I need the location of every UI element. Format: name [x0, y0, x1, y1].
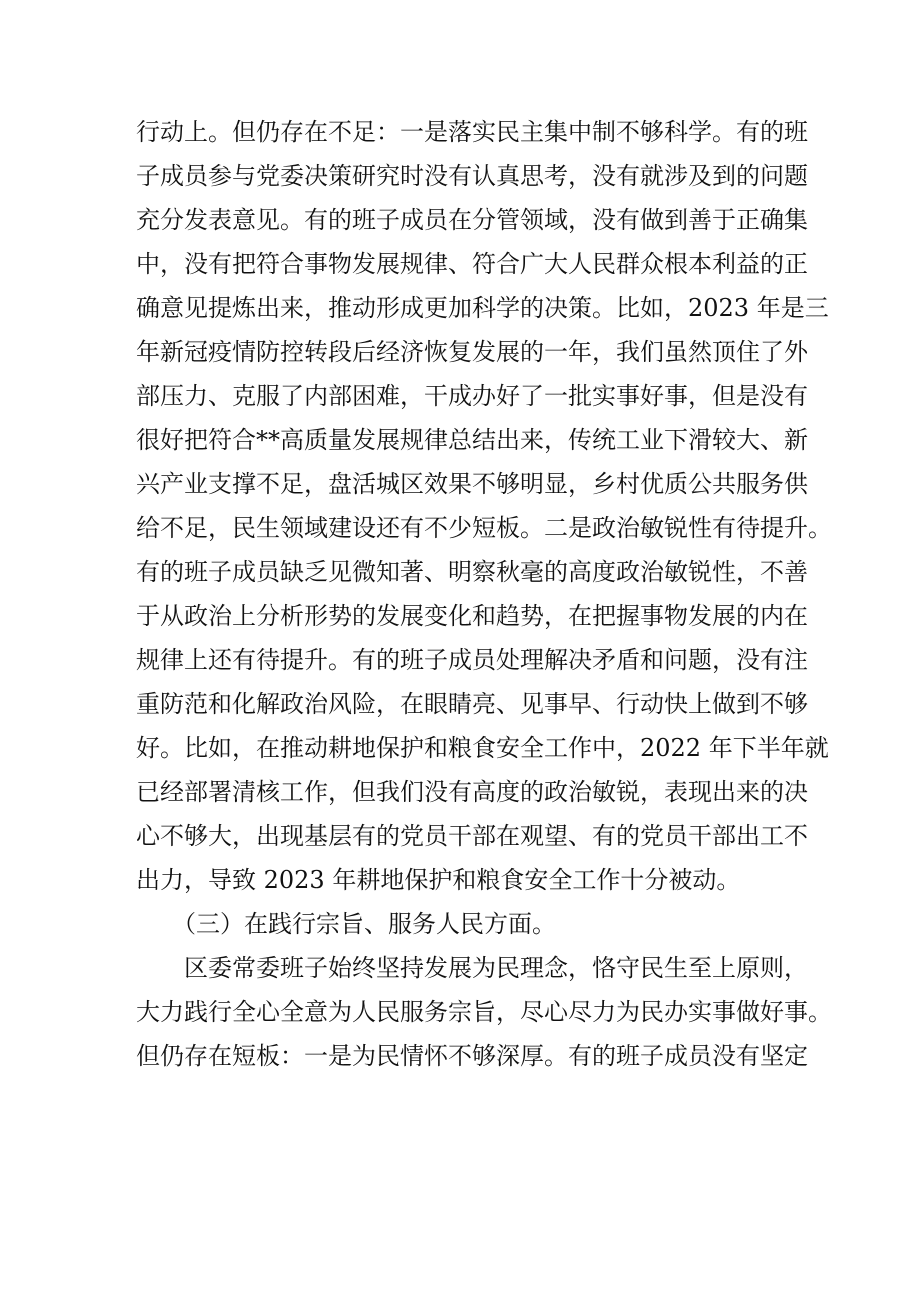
paragraph-line: 区委常委班子始终坚持发展为民理念，恪守民生至上原则，: [184, 954, 808, 982]
paragraph-line: 确意见提炼出来，推动形成更加科学的决策。比如，2023 年是三: [136, 294, 829, 322]
paragraph-line: 心不够大，出现基层有的党员干部在观望、有的党员干部出工不: [136, 822, 808, 850]
paragraph-line: 但仍存在短板：一是为民情怀不够深厚。有的班子成员没有坚定: [136, 1042, 808, 1070]
paragraph-line: 大力践行全心全意为人民服务宗旨，尽心尽力为民办实事做好事。: [136, 998, 832, 1026]
paragraph-line: 于从政治上分析形势的发展变化和趋势，在把握事物发展的内在: [136, 602, 808, 630]
paragraph-line: 兴产业支撑不足，盘活城区效果不够明显，乡村优质公共服务供: [136, 470, 808, 498]
paragraph-line: 充分发表意见。有的班子成员在分管领域，没有做到善于正确集: [136, 206, 808, 234]
paragraph-line: 重防范和化解政治风险，在眼睛亮、见事早、行动快上做到不够: [136, 690, 808, 718]
document-body: [136, 110, 832, 1078]
paragraph-line: 已经部署清核工作，但我们没有高度的政治敏锐，表现出来的决: [136, 778, 808, 806]
paragraph-line: 子成员参与党委决策研究时没有认真思考，没有就涉及到的问题: [136, 162, 808, 190]
paragraph-line: 出力，导致 2023 年耕地保护和粮食安全工作十分被动。: [136, 866, 741, 894]
paragraph-line: 行动上。但仍存在不足：一是落实民主集中制不够科学。有的班: [136, 118, 808, 146]
paragraph-line: 有的班子成员缺乏见微知著、明察秋毫的高度政治敏锐性，不善: [136, 558, 808, 586]
paragraph-line: 部压力、克服了内部困难，干成办好了一批实事好事，但是没有: [136, 382, 808, 410]
paragraph-line: 很好把符合**高质量发展规律总结出来，传统工业下滑较大、新: [136, 426, 808, 454]
paragraph-line: 规律上还有待提升。有的班子成员处理解决矛盾和问题，没有注: [136, 646, 808, 674]
paragraph-line: 年新冠疫情防控转段后经济恢复发展的一年，我们虽然顶住了外: [136, 338, 808, 366]
paragraph-line: 给不足，民生领域建设还有不少短板。二是政治敏锐性有待提升。: [136, 514, 832, 542]
section-heading: （三）在践行宗旨、服务人民方面。: [172, 910, 556, 938]
paragraph-line: 好。比如，在推动耕地保护和粮食安全工作中，2022 年下半年就: [136, 734, 829, 762]
paragraph-line: 中，没有把符合事物发展规律、符合广大人民群众根本利益的正: [136, 250, 808, 278]
